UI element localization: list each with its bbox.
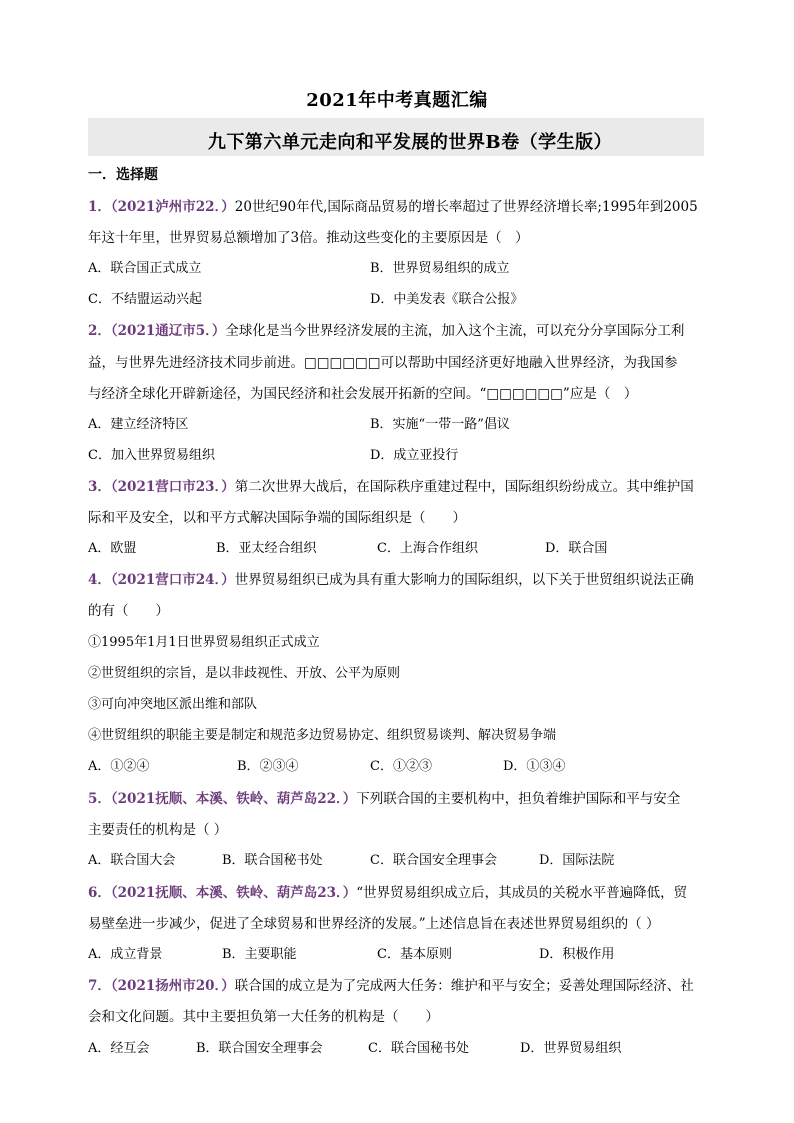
question-2-line-2: 益，与世界先进经济技术同步前进。□□□□□□可以帮助中国经济更好地融入世界经济，为我国参: [88, 355, 678, 371]
question-source: （2021泸州市22．）: [110, 199, 235, 215]
question-number: 5．: [88, 791, 111, 807]
question-2-option-a: A．建立经济特区: [88, 417, 189, 432]
question-3-option-d: D．联合国: [545, 541, 608, 556]
question-2-option-d: D．成立亚投行: [370, 448, 459, 463]
question-5-option-b: B．联合国秘书处: [222, 853, 323, 868]
question-4-option-c: C．①②③: [370, 759, 432, 774]
question-source: （2021扬州市20．）: [110, 978, 235, 994]
section-heading: 一．选择题: [88, 167, 158, 183]
question-number: 6．: [88, 885, 111, 901]
question-source: （2021通辽市5．）: [110, 323, 226, 339]
question-7-option-c: C．联合国秘书处: [368, 1041, 469, 1056]
question-text: 20世纪90年代,国际商品贸易的增长率超过了世界经济增长率;1995年到2005: [234, 199, 698, 215]
question-2-line-1: [88, 321, 684, 341]
question-source: （2021抚顺、本溪、铁岭、葫芦岛23．）: [110, 885, 357, 901]
question-1-option-c: C．不结盟运动兴起: [88, 292, 202, 307]
question-text: 第二次世界大战后，在国际秩序重建过程中，国际组织纷纷成立。其中维护国: [234, 479, 694, 495]
question-6-line-1: [88, 883, 687, 903]
question-4-option-b: B．②③④: [237, 759, 299, 774]
question-3-line-1: [88, 477, 694, 497]
question-number: 3．: [88, 479, 111, 495]
question-1-option-a: A．联合国正式成立: [88, 261, 202, 276]
question-4-item-3: ③可向冲突地区派出维和部队: [88, 697, 258, 712]
question-4-option-a: A．①②④: [88, 759, 150, 774]
question-number: 1．: [88, 199, 111, 215]
question-4-item-2: ②世贸组织的宗旨，是以非歧视性、开放、公平为原则: [88, 666, 401, 681]
question-4-item-4: ④世贸组织的职能主要是制定和规范多边贸易协定、组织贸易谈判、解决贸易争端: [88, 728, 557, 743]
question-5-line-1: [88, 789, 680, 809]
question-6-option-b: B．主要职能: [222, 947, 297, 962]
question-7-option-b: B．联合国安全理事会: [196, 1041, 323, 1056]
question-4-line-1: [88, 570, 694, 590]
question-7-line-1: [88, 976, 694, 996]
question-3-option-b: B．亚太经合组织: [216, 541, 317, 556]
question-5-line-2: 主要责任的机构是（ ）: [88, 822, 228, 838]
question-2-option-c: C．加入世界贸易组织: [88, 448, 215, 463]
question-4-line-2: 的有（ ）: [88, 603, 169, 619]
question-text: 联合国的成立是为了完成两大任务：维护和平与安全；妥善处理国际经济、社: [234, 978, 694, 994]
page-title: 2021年中考真题汇编: [306, 90, 488, 111]
question-1-option-d: D．中美发表《联合公报》: [370, 292, 524, 307]
question-text: 世界贸易组织已成为具有重大影响力的国际组织，以下关于世贸组织说法正确: [234, 572, 694, 588]
question-4-item-1: ①1995年1月1日世界贸易组织正式成立: [88, 635, 320, 650]
page-subtitle: 九下第六单元走向和平发展的世界B卷（学生版）: [207, 132, 613, 153]
question-text: 下列联合国的主要机构中，担负着维护国际和平与安全: [356, 791, 681, 807]
question-4-option-d: D．①③④: [503, 759, 566, 774]
question-5-option-d: D．国际法院: [539, 853, 615, 868]
question-text: “世界贸易组织成立后，其成员的关税水平普遍降低，贸: [356, 885, 688, 901]
question-5-option-c: C．联合国安全理事会: [370, 853, 497, 868]
question-2-line-3: 与经济全球化开辟新途径，为国民经济和社会发展开拓新的空间。“□□□□□□”应是（ ）: [88, 386, 638, 402]
question-6-line-2: 易壁垒进一步减少，促进了全球贸易和世界经济的发展。”上述信息旨在表述世界贸易组织的（ ）: [88, 916, 660, 932]
question-number: 2．: [88, 323, 111, 339]
question-7-line-2: 会和文化问题。其中主要担负第一大任务的机构是（ ）: [88, 1009, 439, 1025]
question-7-option-a: A．经互会: [88, 1041, 150, 1056]
question-6-option-a: A．成立背景: [88, 947, 163, 962]
question-3-line-2: 际和平及安全，以和平方式解决国际争端的国际组织是（ ）: [88, 510, 466, 526]
question-6-option-d: D．积极作用: [539, 947, 615, 962]
question-6-option-c: C．基本原则: [377, 947, 452, 962]
question-number: 7．: [88, 978, 111, 994]
question-1-line-2: 年这十年里，世界贸易总额增加了3倍。推动这些变化的主要原因是（ ）: [88, 230, 529, 246]
question-text: 全球化是当今世界经济发展的主流，加入这个主流，可以充分分享国际分工利: [225, 323, 685, 339]
question-1-line-1: [88, 197, 698, 217]
question-5-option-a: A．联合国大会: [88, 853, 176, 868]
question-number: 4．: [88, 572, 111, 588]
question-source: （2021营口市23．）: [110, 479, 235, 495]
question-3-option-a: A．欧盟: [88, 541, 137, 556]
question-3-option-c: C．上海合作组织: [377, 541, 478, 556]
question-7-option-d: D．世界贸易组织: [520, 1041, 622, 1056]
question-2-option-b: B．实施“一带一路”倡议: [370, 417, 510, 432]
question-source: （2021营口市24．）: [110, 572, 235, 588]
question-source: （2021抚顺、本溪、铁岭、葫芦岛22．）: [110, 791, 357, 807]
question-1-option-b: B．世界贸易组织的成立: [370, 261, 510, 276]
